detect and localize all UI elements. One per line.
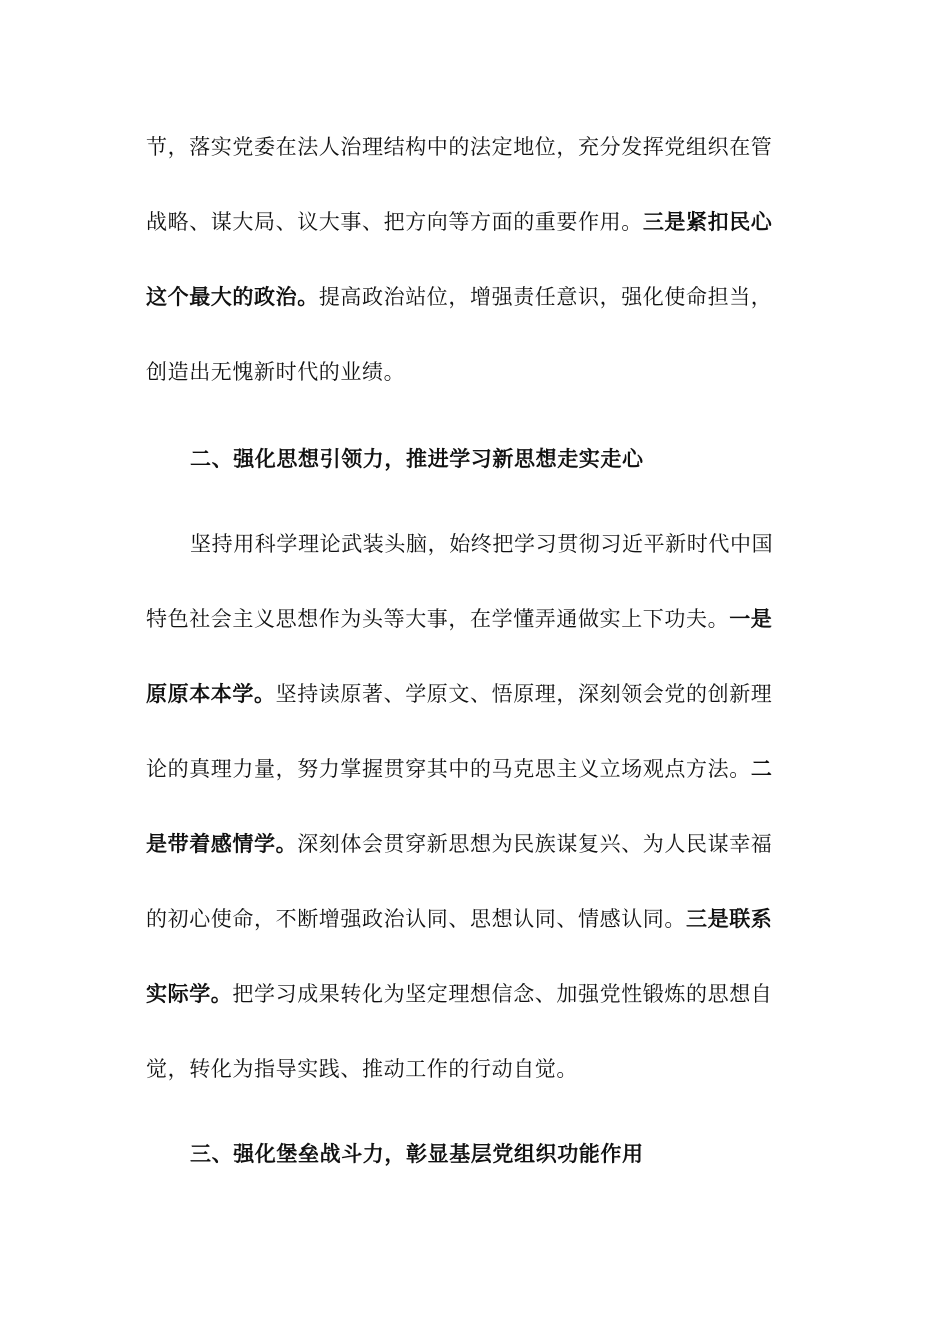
paragraph-line xyxy=(146,130,806,164)
body-text: 特色社会主义思想作为头等大事，在学懂弄通做实上下功夫。 xyxy=(146,607,730,631)
body-text: 把学习成果转化为坚定理想信念、加强党性锻炼的思想自 xyxy=(232,982,773,1006)
paragraph-line xyxy=(146,977,806,1011)
bold-lead-text: 是带着感情学。 xyxy=(146,831,298,856)
body-text: 提高政治站位，增强责任意识，强化使命担当， xyxy=(318,285,773,309)
paragraph-line xyxy=(146,280,806,314)
bold-lead-text: 一是 xyxy=(729,606,773,631)
bold-lead-text: 原原本本学。 xyxy=(146,681,276,706)
bold-lead-text: 实际学。 xyxy=(146,981,233,1006)
paragraph-line xyxy=(146,827,806,861)
body-text: 论的真理力量，努力掌握贯穿其中的马克思主义立场观点方法。 xyxy=(146,757,751,781)
paragraph-line xyxy=(190,527,850,561)
body-text: 战略、谋大局、议大事、把方向等方面的重要作用。 xyxy=(146,210,643,234)
section-heading xyxy=(190,1137,850,1171)
paragraph-line xyxy=(146,902,806,936)
section-heading xyxy=(190,442,850,476)
paragraph-line xyxy=(146,205,806,239)
bold-lead-text: 三是联系 xyxy=(686,906,773,931)
heading-text: 三、强化堡垒战斗力，彰显基层党组织功能作用 xyxy=(190,1141,644,1166)
body-text: 节，落实党委在法人治理结构中的法定地位，充分发挥党组织在管 xyxy=(146,135,773,159)
body-text: 觉，转化为指导实践、推动工作的行动自觉。 xyxy=(146,1057,578,1081)
body-text: 深刻体会贯穿新思想为民族谋复兴、为人民谋幸福 xyxy=(297,832,773,856)
bold-lead-text: 三是紧扣民心 xyxy=(642,209,773,234)
paragraph-line xyxy=(146,752,806,786)
body-text: 坚持读原著、学原文、悟原理，深刻领会党的创新理 xyxy=(275,682,773,706)
bold-lead-text: 二 xyxy=(750,756,773,781)
body-text: 坚持用科学理论武装头脑，始终把学习贯彻习近平新时代中国 xyxy=(190,532,774,556)
body-text: 的初心使命，不断增强政治认同、思想认同、情感认同。 xyxy=(146,907,686,931)
heading-text: 二、强化思想引领力，推进学习新思想走实走心 xyxy=(190,446,644,471)
bold-lead-text: 这个最大的政治。 xyxy=(146,284,319,309)
body-text: 创造出无愧新时代的业绩。 xyxy=(146,360,406,384)
paragraph-line xyxy=(146,677,806,711)
paragraph-line xyxy=(146,602,806,636)
paragraph-line xyxy=(146,1052,806,1086)
paragraph-line xyxy=(146,355,806,389)
